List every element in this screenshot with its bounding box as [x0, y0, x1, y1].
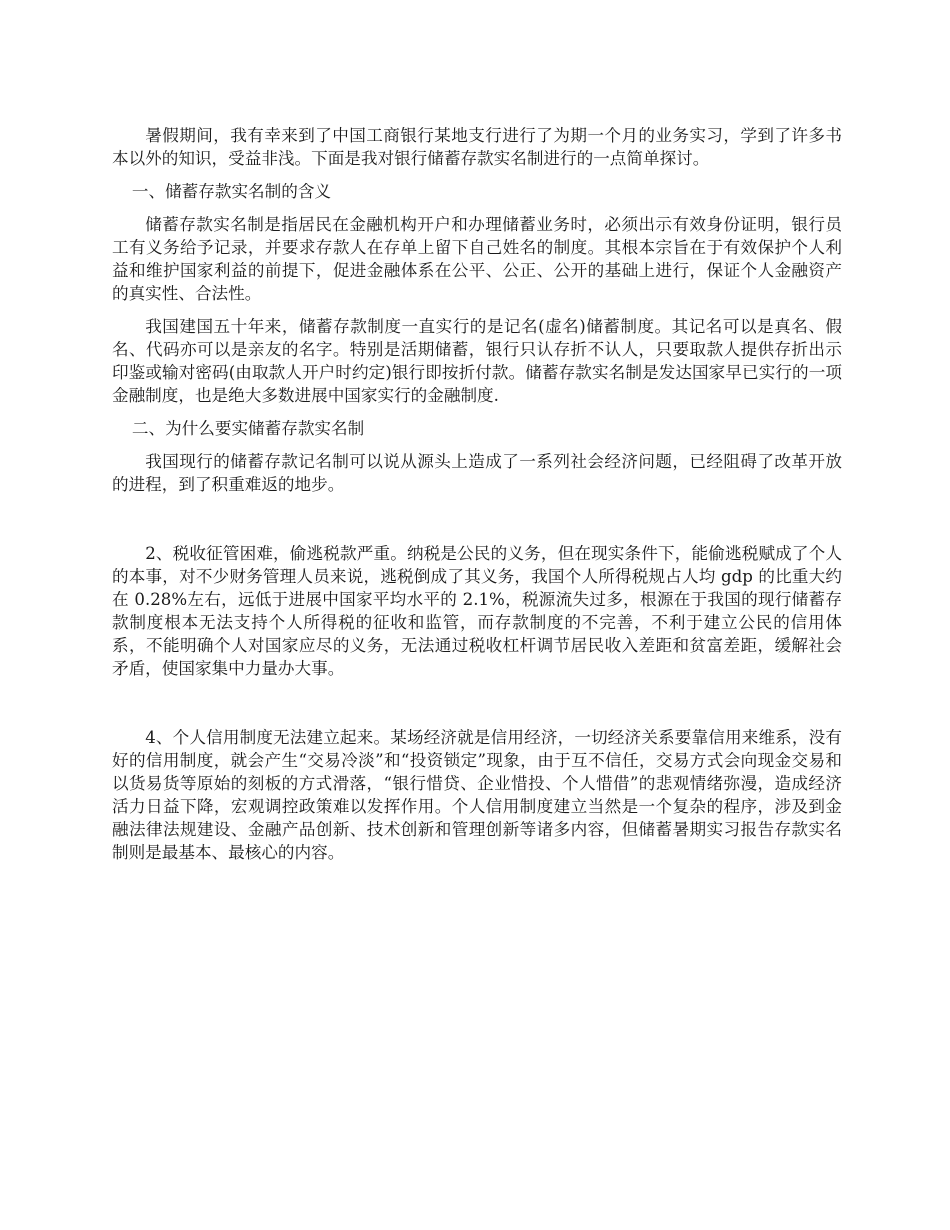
section-heading-2: 二、为什么要实储蓄存款实名制	[131, 419, 365, 438]
problems-paragraph: 我国现行的储蓄存款记名制可以说从源头上造成了一系列社会经济问题，已经阻碍了改革开放的进程，到了积重难返的地步。	[112, 452, 842, 494]
document-body	[112, 124, 842, 864]
section-heading-1: 一、储蓄存款实名制的含义	[131, 182, 332, 201]
intro-paragraph: 暑假期间，我有幸来到了中国工商银行某地支行进行了为期一个月的业务实习，学到了许多书本以外的知识，受益非浅。下面是我对银行储蓄存款实名制进行的一点简单探讨。	[112, 126, 842, 168]
definition-paragraph: 储蓄存款实名制是指居民在金融机构开户和办理储蓄业务时，必须出示有效身份证明，银行员工有义务给予记录，并要求存款人在存单上留下自己姓名的制度。其根本宗旨在于有效保护个人利益和维护国家利益的前提下，促进金融体系在公平、公正、公开的基础上进行，保证个人金融资产的真实性、合法性。	[112, 215, 842, 303]
history-paragraph: 我国建国五十年来，储蓄存款制度一直实行的是记名(虚名)储蓄制度。其记名可以是真名、假名、代码亦可以是亲友的名字。特别是活期储蓄，银行只认存折不认人，只要取款人提供存折出示印鉴或输对密码(由取款人开户时约定)银行即按折付款。储蓄存款实名制是发达国家早已实行的一项金融制度，也是绝大多数进展中国家实行的金融制度.	[112, 317, 842, 405]
point-4-paragraph: 4、个人信用制度无法建立起来。某场经济就是信用经济，一切经济关系要靠信用来维系，没有好的信用制度，就会产生“交易冷淡”和“投资锁定”现象，由于互不信任，交易方式会向现金交易和以货易货等原始的刻板的方式滑落，“银行惜贷、企业惜投、个人惜借”的悲观情绪弥漫，造成经济活力日益下降，宏观调控政策难以发挥作用。个人信用制度建立当然是一个复杂的程序，涉及到金融法律法规建设、金融产品创新、技术创新和管理创新等诸多内容，但储蓄暑期实习报告存款实名制则是最基本、最核心的内容。	[112, 728, 842, 862]
point-2-paragraph: 2、税收征管困难，偷逃税款严重。纳税是公民的义务，但在现实条件下，能偷逃税赋成了个人的本事，对不少财务管理人员来说，逃税倒成了其义务，我国个人所得税规占人均 gdp 的比重大约在 0.28%左右，远低于进展中国家平均水平的 2.1%，税源流失过多，根源在于我国的现行储蓄存款制度根本无法支持个人所得税的征收和监管，而存款制度的不完善，不利于建立公民的信用体系，不能明确个人对国家应尽的义务，无法通过税收杠杆调节居民收入差距和贫富差距，缓解社会矛盾，使国家集中力量办大事。	[112, 544, 842, 678]
